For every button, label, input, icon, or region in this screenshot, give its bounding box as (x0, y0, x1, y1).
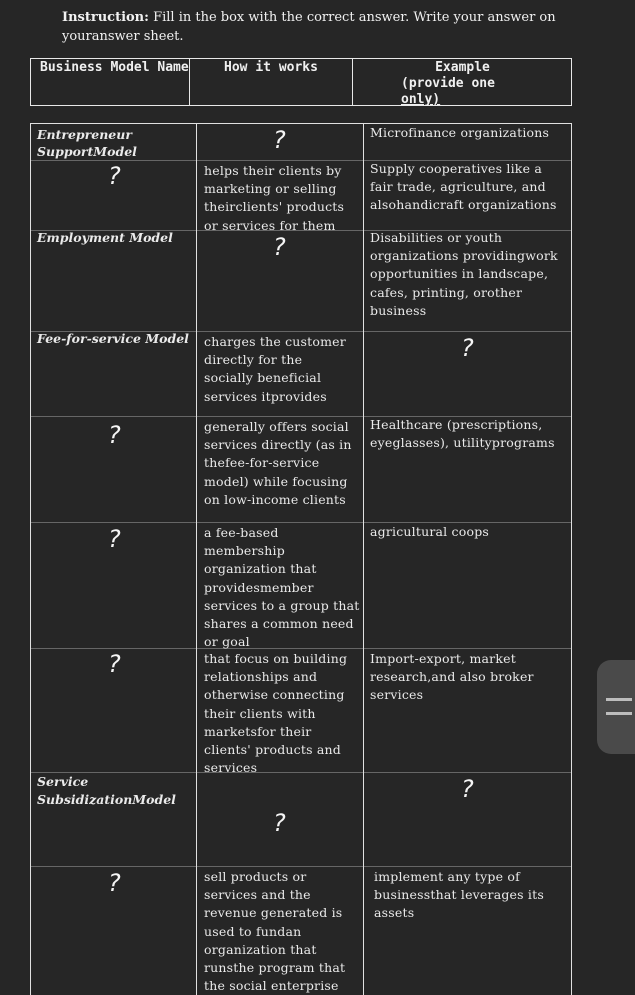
row9-how: sell products or services and the revenue generated is used to fundan organization that runsthe program that the social enterprise (204, 869, 346, 994)
row9-name: ? (108, 869, 121, 897)
row7-example: Import-export, market research,and also broker services (370, 651, 534, 703)
header-how-it-works: How it works (189, 59, 352, 105)
row4-name: Fee-for-service Model (37, 331, 189, 346)
instruction-text (62, 8, 562, 46)
handle-line-icon (606, 712, 632, 715)
row7-name: ? (108, 650, 121, 678)
row3-how: ? (273, 233, 286, 261)
row-divider (30, 866, 572, 867)
header-example (352, 59, 572, 105)
row3-name: Employment Model (37, 230, 173, 245)
row7-how: that focus on building relationships and otherwise connecting their clients with marketsfor their clients' products and services (204, 651, 348, 776)
table-right-border (571, 123, 572, 995)
row1-name: Entrepreneur SupportModel (37, 127, 137, 159)
table-divider-1 (196, 123, 197, 995)
row3-example: Disabilities or youth organizations providingwork opportunities in landscape, cafes, printing, orother business (370, 230, 558, 318)
header-example-line3: only) (401, 92, 441, 107)
row8-example: ? (461, 775, 474, 803)
table-divider-2 (363, 123, 364, 995)
header-business-model-name: Business Model Name (40, 60, 189, 75)
side-scroll-handle[interactable] (597, 660, 635, 754)
row5-how: generally offers social services directly (as in thefee-for-service model) while focusing on low-income clients (204, 419, 352, 507)
row1-example: Microfinance organizations (370, 125, 550, 140)
row2-how: helps their clients by marketing or selling theirclients' products or services for them (204, 163, 345, 233)
instruction-body: Fill in the box with the correct answer. Write your answer on youranswer sheet. (62, 10, 556, 44)
instruction-label: Instruction: (62, 10, 149, 25)
row1-how: ? (273, 126, 286, 154)
row2-name: ? (108, 162, 121, 190)
row4-how: charges the customer directly for the socially beneficial services itprovides (204, 334, 346, 404)
header-example-line1: Example (435, 60, 490, 75)
row5-name: ? (108, 421, 121, 449)
row4-example: ? (461, 334, 474, 362)
row6-name: ? (108, 525, 121, 553)
table-left-border (30, 123, 31, 995)
row8-how: ? (273, 809, 286, 837)
table-header (30, 58, 572, 106)
row8-name: Service SubsidizationModel (37, 774, 176, 807)
header-example-line2: (provide one (401, 76, 495, 91)
row5-example: Healthcare (prescriptions, eyeglasses), utilityprograms (370, 417, 555, 451)
handle-line-icon (606, 698, 632, 701)
row6-example: agricultural coops (370, 524, 490, 539)
row2-example: Supply cooperatives like a fair trade, agriculture, and alsohandicraft organizations (370, 161, 557, 213)
row9-example: implement any type of businessthat leverages its assets (374, 869, 544, 921)
row6-how: a fee-based membership organization that providesmember services to a group that shares a common need or goal (204, 525, 360, 650)
